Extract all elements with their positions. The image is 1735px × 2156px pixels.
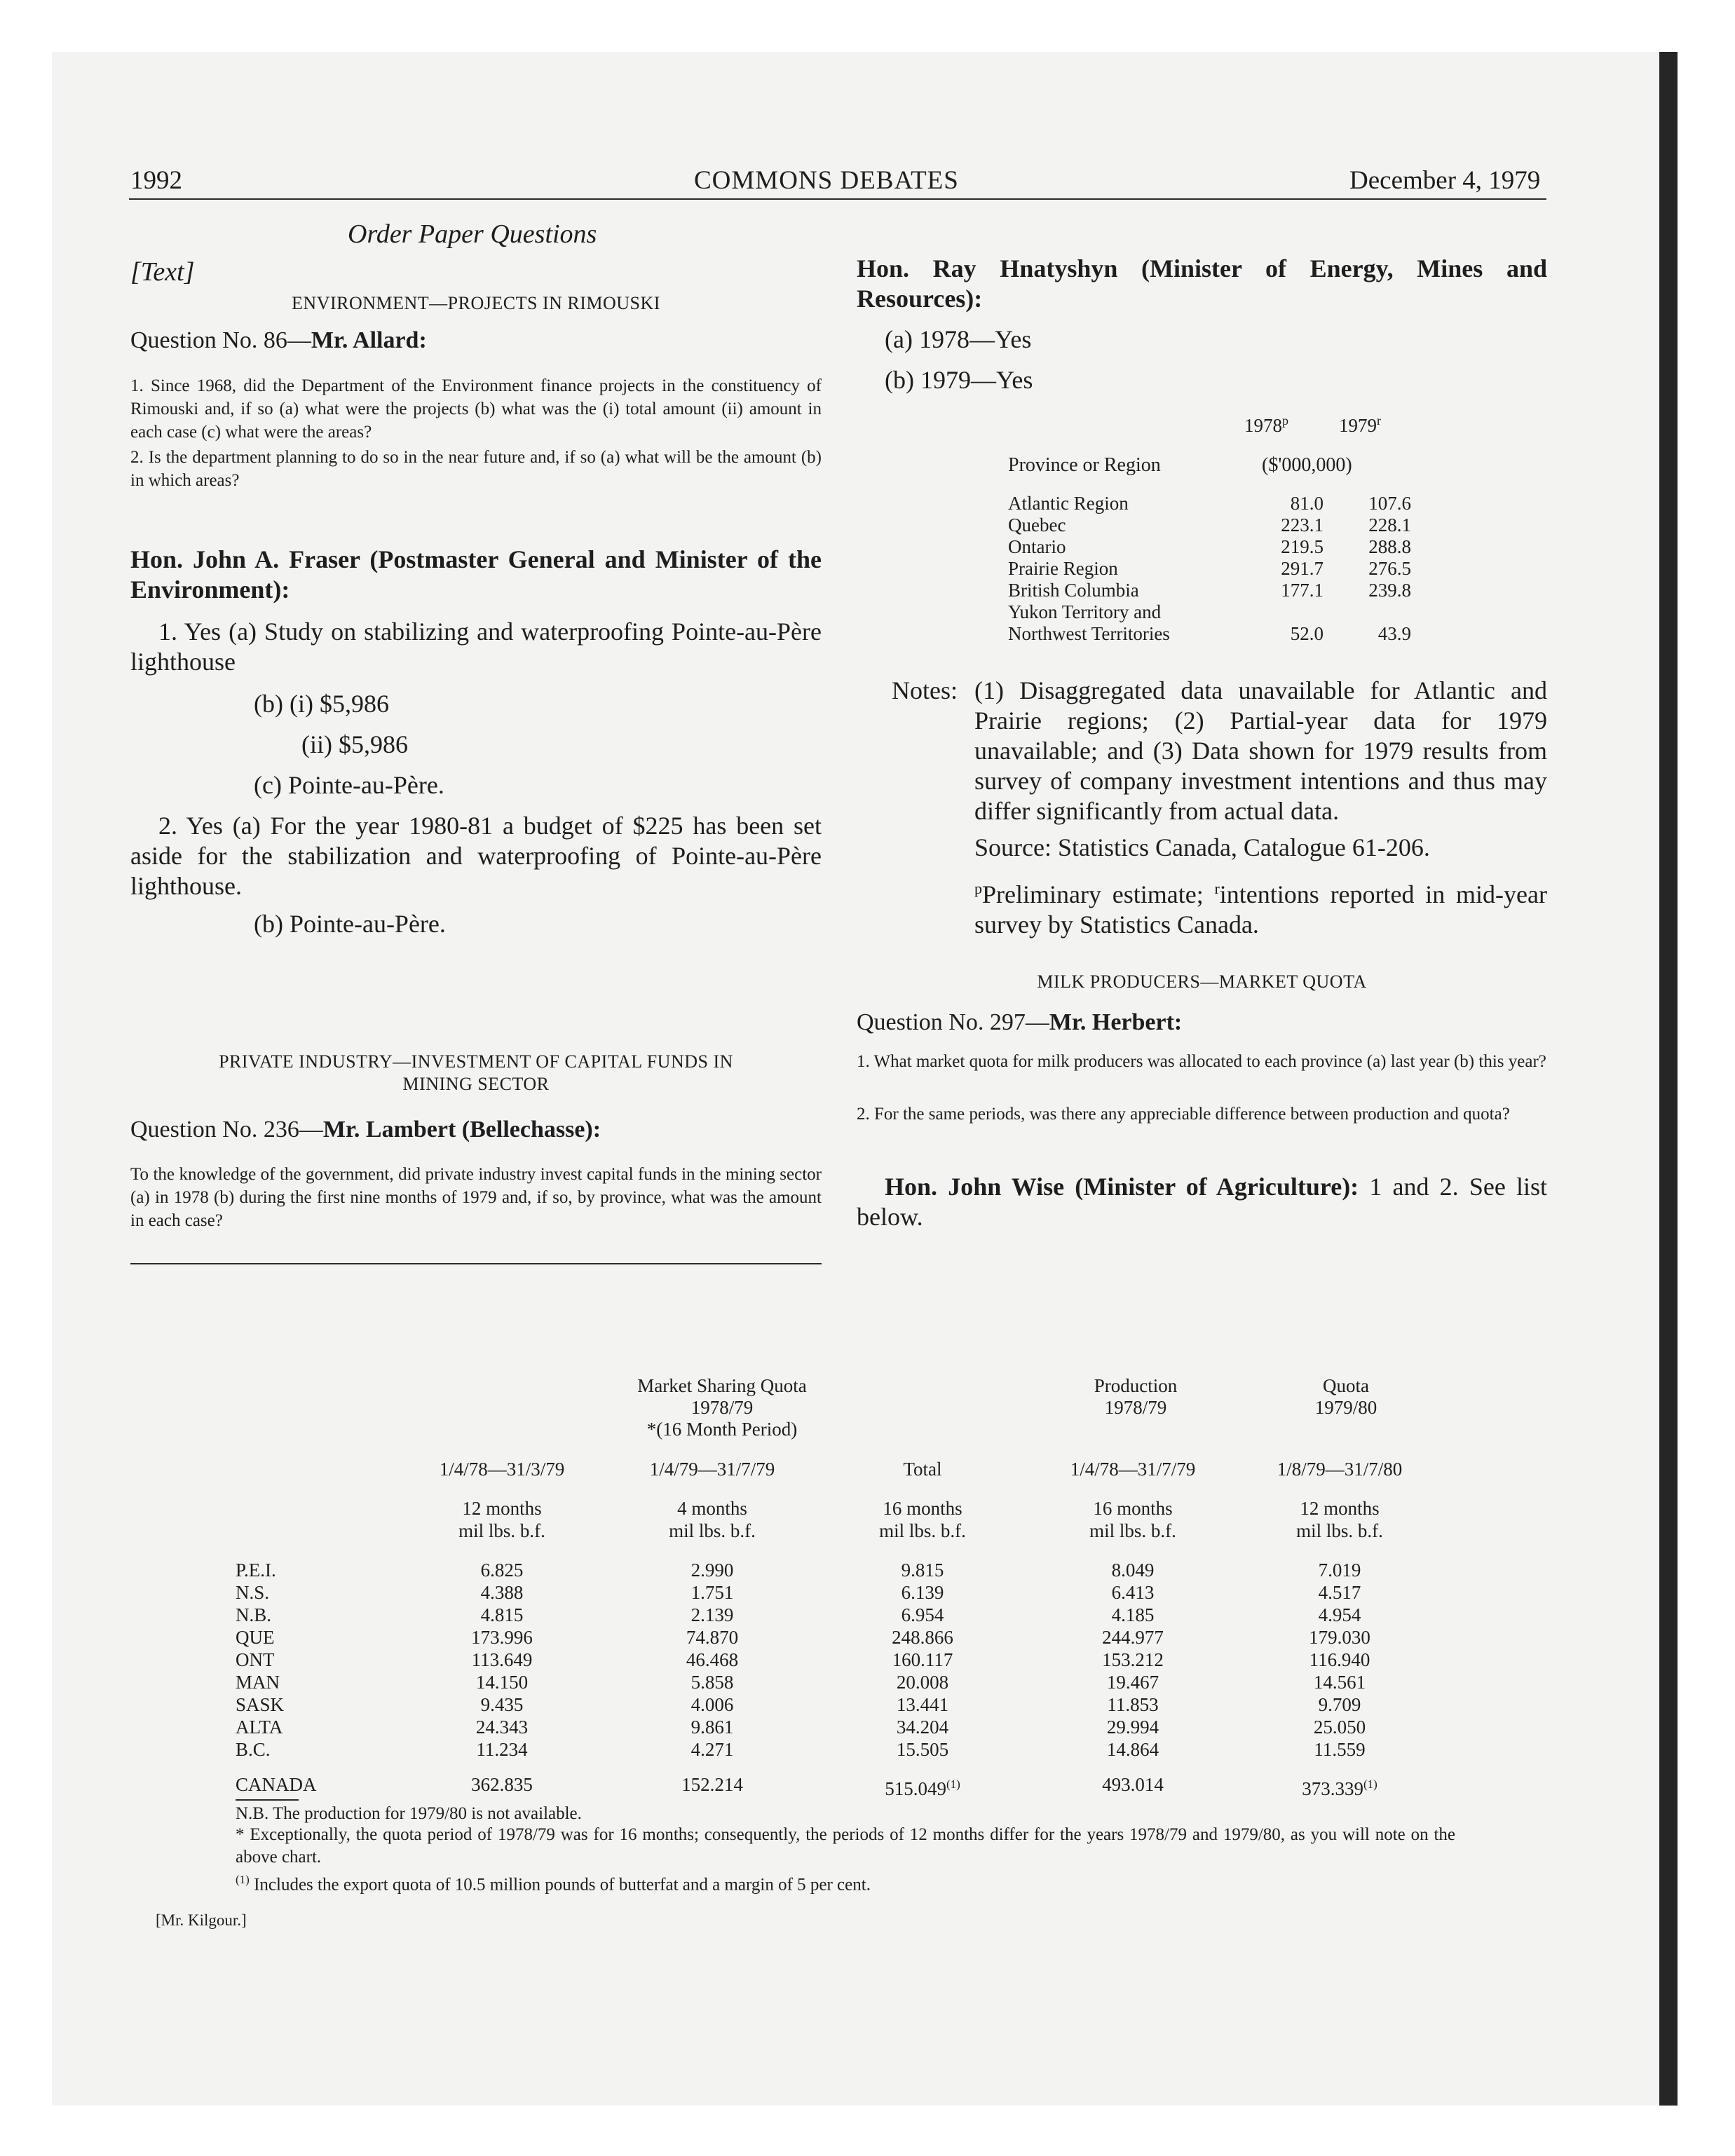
milk-value: 9.861 — [690, 1717, 734, 1738]
q297-asker: Mr. Herbert: — [1049, 1009, 1183, 1035]
q86-part-2: 2. Is the department planning to do so in the near future and, if so (a) what will be the amount (b) in which areas? — [130, 448, 822, 490]
milk-value: 2.990 — [690, 1560, 734, 1581]
milk-value: 9.815 — [901, 1560, 944, 1581]
milk-province: N.S. — [236, 1582, 270, 1603]
milk-period-header-row — [236, 1458, 1441, 1497]
milk-production-header: Production 1978/79 — [1094, 1375, 1178, 1418]
milk-value: 11.559 — [1314, 1739, 1366, 1760]
inv-value-1978: 177.1 — [1281, 580, 1324, 601]
milk-total-value — [817, 1761, 1028, 1800]
milk-duration-header: 16 months — [883, 1498, 962, 1519]
milk-value: 6.954 — [901, 1604, 944, 1625]
inv-region: Ontario — [1008, 536, 1066, 557]
q297-question-no: Question No. 297— — [857, 1009, 1049, 1035]
investment-row — [1008, 558, 1411, 580]
milk-duration-header-row — [236, 1497, 1441, 1520]
milk-group-header: Market Sharing Quota 1978/79 *(16 Month Period) — [637, 1375, 807, 1440]
milk-quota-table — [236, 1458, 1441, 1800]
milk-row — [236, 1693, 1441, 1716]
milk-value: 113.649 — [471, 1649, 533, 1670]
inv-region: British Columbia — [1008, 580, 1139, 601]
milk-value: 8.049 — [1111, 1560, 1155, 1581]
milk-row — [236, 1649, 1441, 1671]
inv-row-header: Province or Region — [1008, 454, 1161, 476]
milk-units-header: mil lbs. b.f. — [879, 1520, 966, 1541]
section-title: Order Paper Questions — [348, 219, 597, 249]
milk-total-footnote-mark: (1) — [946, 1778, 960, 1791]
milk-total-number: 493.014 — [1102, 1774, 1164, 1795]
milk-value: 25.050 — [1313, 1717, 1366, 1738]
milk-province: CANADA — [236, 1774, 317, 1795]
q297-answer-text: 1 and 2. See list below. — [857, 1173, 1547, 1231]
milk-duration-header: 4 months — [677, 1498, 747, 1519]
q236-answer-a: (a) 1978—Yes — [885, 325, 1032, 353]
source-line: Source: Statistics Canada, Catalogue 61-206. — [974, 833, 1430, 861]
milk-units-header: mil lbs. b.f. — [669, 1520, 756, 1541]
inv-value-1978: 52.0 — [1290, 623, 1324, 644]
milk-period-header: Total — [903, 1459, 942, 1480]
q297-part-2: 2. For the same periods, was there any appreciable difference between production and quota? — [857, 1105, 1510, 1124]
milk-value: 6.413 — [1111, 1582, 1155, 1603]
inv-value-1979: 276.5 — [1368, 558, 1411, 579]
milk-value: 15.505 — [896, 1739, 949, 1760]
milk-value: 46.468 — [686, 1649, 739, 1670]
page-date: December 4, 1979 — [1349, 166, 1541, 195]
investment-row — [1008, 493, 1411, 514]
milk-duration-header: 12 months — [462, 1498, 542, 1519]
q297-answerer: Hon. John Wise (Minister of Agriculture): — [885, 1173, 1359, 1201]
milk-value: 14.561 — [1313, 1672, 1366, 1693]
milk-total-value — [1238, 1761, 1441, 1800]
q297-question-line — [857, 1009, 1182, 1036]
inv-value-1979: 239.8 — [1368, 580, 1411, 601]
milk-total-value — [1028, 1761, 1238, 1800]
column-end-rule — [130, 1263, 822, 1264]
milk-province: ONT — [236, 1649, 275, 1670]
milk-period-header: 1/4/78—31/3/79 — [439, 1459, 565, 1480]
inv-value-1978: 81.0 — [1290, 493, 1324, 514]
q86-answer-1b: (b) (i) $5,986 — [254, 690, 389, 718]
inv-region: Quebec — [1008, 514, 1066, 535]
q236-heading-line2: MINING SECTOR — [402, 1074, 550, 1094]
inv-units: ($'000,000) — [1262, 454, 1352, 476]
inv-value-1979: 107.6 — [1368, 493, 1411, 514]
speaker-marker: [Mr. Kilgour.] — [156, 1911, 247, 1929]
milk-units-header-row — [236, 1520, 1441, 1559]
q236-heading-line1: PRIVATE INDUSTRY—INVESTMENT OF CAPITAL FUNDS IN — [219, 1051, 733, 1072]
inv-region: Prairie Region — [1008, 558, 1118, 579]
milk-value: 19.467 — [1106, 1672, 1159, 1693]
milk-value: 11.853 — [1107, 1694, 1159, 1715]
investment-row — [1008, 514, 1411, 536]
milk-row — [236, 1671, 1441, 1693]
scan-edge — [1659, 52, 1678, 2106]
q86-answer-1b-ii: (ii) $5,986 — [301, 730, 408, 758]
q86-part-1: 1. Since 1968, did the Department of the Environment finance projects in the constituency of Rimouski and, if so (a) what were the projects (b) what was the (i) total amount (ii) amount in each case (c) what were the areas? — [130, 376, 822, 442]
milk-value: 29.994 — [1106, 1717, 1159, 1738]
milk-value: 160.117 — [892, 1649, 953, 1670]
text-marker: [Text] — [130, 257, 195, 287]
milk-value: 4.815 — [480, 1604, 524, 1625]
milk-value: 9.435 — [480, 1694, 524, 1715]
investment-row — [1008, 623, 1411, 645]
milk-total-number: 362.835 — [471, 1774, 533, 1795]
inv-value-1978: 291.7 — [1281, 558, 1324, 579]
inv-value-1978: 219.5 — [1281, 536, 1324, 557]
milk-value: 1.751 — [690, 1582, 734, 1603]
milk-value: 9.709 — [1318, 1694, 1361, 1715]
milk-total-number: 373.339 — [1302, 1778, 1363, 1799]
q86-answer-1: 1. Yes (a) Study on stabilizing and waterproofing Pointe-au-Père lighthouse — [130, 618, 822, 676]
milk-province: ALTA — [236, 1717, 283, 1738]
milk-total-number: 152.214 — [681, 1774, 743, 1795]
milk-value: 74.870 — [686, 1627, 739, 1648]
inv-col-1979: 1979$^r$ — [1339, 414, 1381, 436]
milk-total-number: 515.049 — [885, 1778, 946, 1799]
milk-total-value — [397, 1761, 607, 1800]
inv-region: Northwest Territories — [1008, 623, 1170, 644]
milk-row — [236, 1581, 1441, 1604]
q86-question-no: Question No. 86— — [130, 327, 311, 353]
milk-total-value — [607, 1761, 817, 1800]
milk-units-header: mil lbs. b.f. — [458, 1520, 545, 1541]
header-rule — [129, 198, 1546, 200]
milk-duration-header: 16 months — [1093, 1498, 1173, 1519]
inv-value-1978 — [1246, 601, 1324, 623]
milk-units-header: mil lbs. b.f. — [1296, 1520, 1383, 1541]
q236-question-text: To the knowledge of the government, did private industry invest capital funds in the mining sector (a) in 1978 (b) during the first nine months of 1979 and, if so, by province, what was the amount in each case? — [130, 1165, 822, 1230]
milk-value: 4.185 — [1111, 1604, 1155, 1625]
milk-row — [236, 1559, 1441, 1581]
milk-value: 5.858 — [690, 1672, 734, 1693]
footnote-rule — [236, 1799, 299, 1801]
milk-units-header: mil lbs. b.f. — [1089, 1520, 1176, 1541]
milk-value: 4.517 — [1318, 1582, 1361, 1603]
milk-row — [236, 1738, 1441, 1761]
q86-question-line — [130, 327, 427, 354]
milk-value: 244.977 — [1102, 1627, 1164, 1648]
q236-question-no: Question No. 236— — [130, 1117, 323, 1142]
milk-row — [236, 1626, 1441, 1649]
milk-value: 248.866 — [892, 1627, 953, 1648]
milk-value: 4.954 — [1318, 1604, 1361, 1625]
page-number: 1992 — [130, 166, 182, 195]
investment-table — [1008, 493, 1411, 645]
inv-value-1978: 223.1 — [1281, 514, 1324, 535]
milk-value: 11.234 — [476, 1739, 528, 1760]
inv-value-1979: 228.1 — [1368, 514, 1411, 535]
q297-part-1: 1. What market quota for milk producers was allocated to each province (a) last year (b) this year? — [857, 1052, 1546, 1071]
milk-province: QUE — [236, 1627, 275, 1648]
milk-province: SASK — [236, 1694, 285, 1715]
inv-region: Atlantic Region — [1008, 493, 1129, 514]
milk-row — [236, 1604, 1441, 1626]
blank-cell — [236, 1497, 397, 1520]
milk-period-header: 1/8/79—31/7/80 — [1277, 1459, 1403, 1480]
q86-heading: ENVIRONMENT—PROJECTS IN RIMOUSKI — [292, 293, 660, 313]
milk-footnote-1: $^{(1)}$ Includes the export quota of 10.5 million pounds of butterfat and a margin of 5 per cent. — [236, 1873, 871, 1895]
milk-value: 34.204 — [896, 1717, 949, 1738]
milk-value: 4.271 — [690, 1739, 734, 1760]
milk-value: 179.030 — [1309, 1627, 1370, 1648]
q86-answer-2: 2. Yes (a) For the year 1980-81 a budget of $225 has been set aside for the stabilization and waterproofing of Pointe-au-Père lighthouse. — [130, 812, 822, 900]
milk-province: N.B. — [236, 1604, 272, 1625]
q86-answer-2b: (b) Pointe-au-Père. — [254, 910, 446, 938]
q236-asker: Mr. Lambert (Bellechasse): — [322, 1117, 601, 1142]
investment-row — [1008, 580, 1411, 601]
milk-value: 4.006 — [690, 1694, 734, 1715]
milk-province: P.E.I. — [236, 1560, 276, 1581]
investment-row — [1008, 536, 1411, 558]
milk-value: 173.996 — [471, 1627, 533, 1648]
milk-value: 14.150 — [475, 1672, 529, 1693]
milk-total-footnote-mark: (1) — [1363, 1778, 1377, 1791]
notes-label: Notes: — [892, 676, 958, 704]
q236-question-line — [130, 1117, 601, 1143]
inv-value-1979: 43.9 — [1377, 623, 1411, 644]
milk-period-header: 1/4/79—31/7/79 — [649, 1459, 775, 1480]
milk-value: 20.008 — [896, 1672, 949, 1693]
q236-answer-b: (b) 1979—Yes — [885, 366, 1033, 394]
milk-quota-header: Quota 1979/80 — [1314, 1375, 1377, 1418]
investment-row — [1008, 601, 1411, 623]
milk-period-header: 1/4/78—31/7/79 — [1070, 1459, 1196, 1480]
q86-asker: Mr. Allard: — [311, 327, 427, 353]
inv-col-1978: 1978$^p$ — [1244, 414, 1288, 436]
inv-value-1979: 288.8 — [1368, 536, 1411, 557]
q297-answer — [857, 1172, 1547, 1232]
milk-value: 24.343 — [475, 1717, 529, 1738]
q86-answer-1c: (c) Pointe-au-Père. — [254, 771, 444, 799]
publication-title: COMMONS DEBATES — [694, 166, 959, 195]
milk-province: MAN — [236, 1672, 280, 1693]
milk-province: B.C. — [236, 1739, 271, 1760]
notes-text: (1) Disaggregated data unavailable for Atlantic and Prairie regions; (2) Partial-year data for 1979 unavailable; and (3) Data shown for 1979 results from survey of company investment intentions and thus may differ significantly from actual data. — [974, 676, 1547, 825]
inv-value-1979 — [1324, 601, 1411, 623]
q236-answerer: Hon. Ray Hnatyshyn (Minister of Energy, Mines and Resources): — [857, 254, 1547, 313]
inv-region: Yukon Territory and — [1008, 601, 1162, 622]
milk-value: 153.212 — [1102, 1649, 1164, 1670]
q297-heading: MILK PRODUCERS—MARKET QUOTA — [1037, 971, 1367, 992]
milk-value: 14.864 — [1106, 1739, 1159, 1760]
milk-row — [236, 1716, 1441, 1738]
milk-total-row — [236, 1761, 1441, 1800]
milk-value: 13.441 — [896, 1694, 949, 1715]
prelim-footnote: $^p$Preliminary estimate; $^r$intentions reported in mid-year survey by Statistics Canada. — [974, 880, 1547, 939]
blank-cell — [236, 1520, 397, 1559]
milk-value: 116.940 — [1309, 1649, 1370, 1670]
q86-answerer: Hon. John A. Fraser (Postmaster General and Minister of the Environment): — [130, 545, 822, 603]
milk-nb: N.B. The production for 1979/80 is not available. — [236, 1804, 582, 1823]
blank-cell — [236, 1458, 397, 1497]
milk-duration-header: 12 months — [1300, 1498, 1380, 1519]
milk-value: 2.139 — [690, 1604, 734, 1625]
milk-value: 7.019 — [1318, 1560, 1361, 1581]
milk-value: 4.388 — [480, 1582, 524, 1603]
milk-value: 6.139 — [901, 1582, 944, 1603]
milk-star-note: * Exceptionally, the quota period of 1978/79 was for 16 months; consequently, the periods of 12 months differ for the years 1978/79 and 1979/80, as you will note on the above chart. — [236, 1825, 1456, 1867]
milk-value: 6.825 — [480, 1560, 524, 1581]
